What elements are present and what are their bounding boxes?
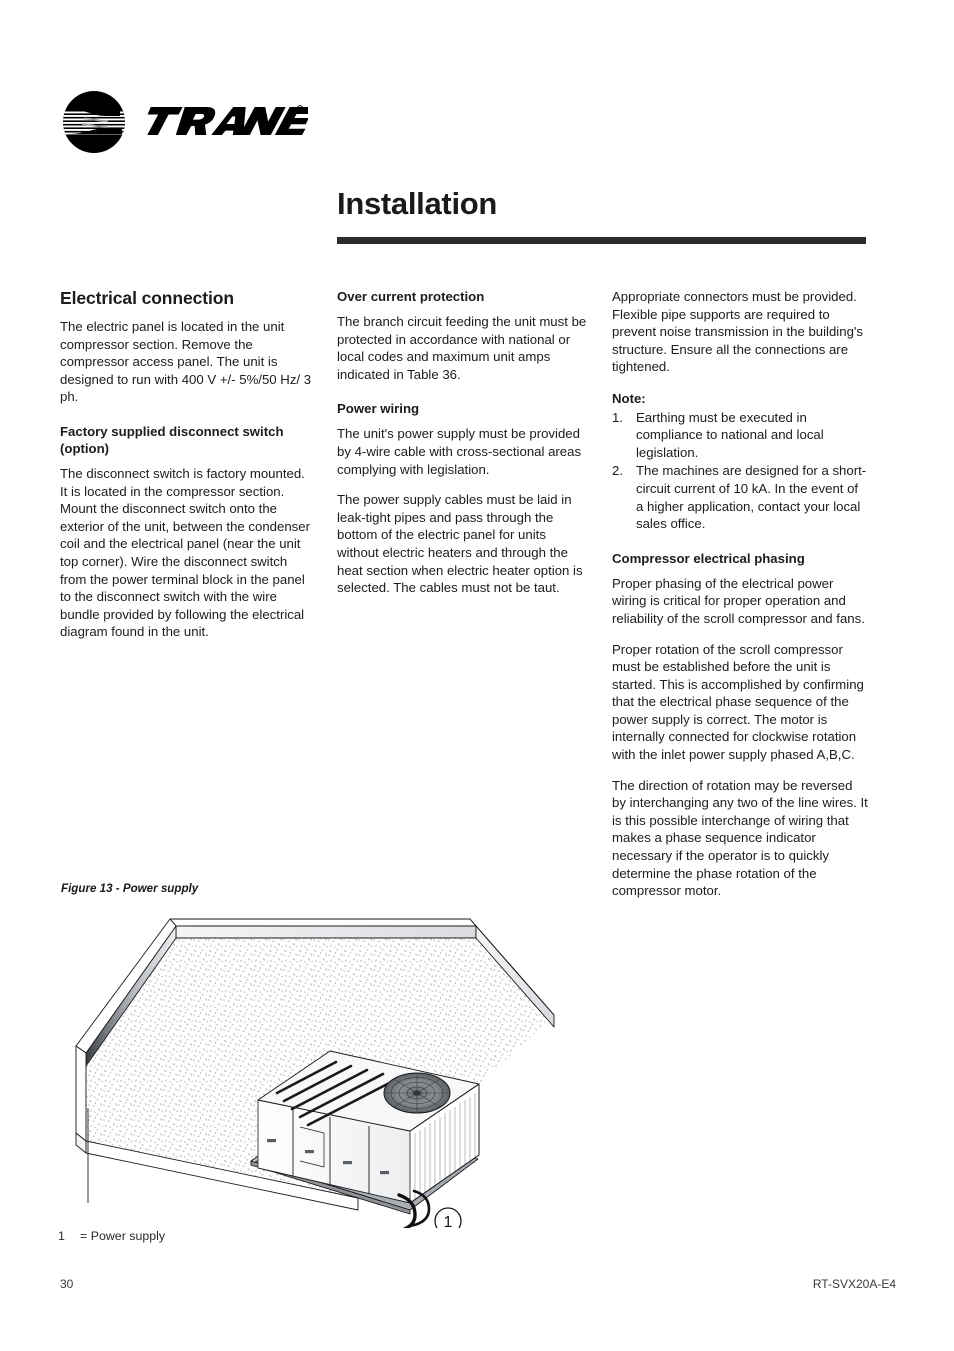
column-right [612,288,868,900]
note-item [612,462,868,532]
legend-text: Power supply [90,1229,166,1243]
paragraph-phasing-3: The direction of rotation may be reversed by interchanging any two of the line wires. It is this possible interchange of wiring that makes a phase sequence indicator necessary if the operator is to quickly determine the phase rotation of the compressor motor. [612,777,868,899]
note-number: 1. [612,409,623,425]
paragraph-disconnect-switch: The disconnect switch is factory mounted. It is located in the compressor section. Mount the disconnect switch onto the exterior of the unit, between the condenser coil and the electrical panel (near the unit top corner). Wire the disconnect switch from the power terminal block in the panel to the disconnect switch with the wire bundle provided by following the electrical diagram found in the unit. [60,465,310,640]
note-list [612,409,868,533]
figure-legend [58,1229,165,1243]
note-text: Earthing must be executed in compliance to national and local legislation. [636,409,824,460]
figure-caption: Figure 13 - Power supply [61,882,199,895]
trane-circle-logo-icon [62,90,126,154]
footer-page-number: 30 [60,1277,74,1291]
note-number: 2. [612,463,623,479]
title-divider [337,237,866,244]
note-text: The machines are designed for a short-circuit current of 10 kA. In the event of a higher application, contact your local sales office. [636,463,867,532]
note-item [612,409,868,462]
disconnect-heading-line2: (option) [60,440,110,456]
paragraph-power-wiring-1: The unit's power supply must be provided by 4-wire cable with cross-sectional areas complying with legislation. [337,426,582,477]
column-middle [337,288,589,597]
paragraph-phasing-2: Proper rotation of the scroll compressor must be established before the unit is started. This is accomplished by confirming that the electrical phase sequence of the power supply is correct. The motor is internally connected for clockwise rotation with the inlet power supply phased A,B,C. [612,641,864,763]
figure-callout-number: 1 [443,1214,453,1228]
subsection-heading-compressor-phasing: Compressor electrical phasing [612,550,805,566]
svg-text:R: R [298,107,302,112]
column-left [60,288,312,641]
section-heading-electrical-connection: Electrical connection [60,288,234,308]
page-title: Installation [337,186,498,221]
paragraph-over-current: The branch circuit feeding the unit must be protected in accordance with national or local codes and maximum unit amps indicated in Table 36. [337,314,587,382]
paragraph-electrical-intro: The electric panel is located in the unit compressor section. Remove the compressor access panel. The unit is designed to run with 400 V +/- 5%/50 Hz/ 3 ph. [60,319,312,405]
paragraph-power-wiring-2: The power supply cables must be laid in leak-tight pipes and pass through the bottom of the electric panel for units without electric heaters and through the heat section when electric heater option is selected. The cables must not be taut. [337,492,583,596]
legend-number: 1 [58,1229,65,1243]
footer-document-code: RT-SVX20A-E4 [812,1277,896,1291]
subsection-heading-disconnect-switch [60,423,312,457]
paragraph-phasing-1: Proper phasing of the electrical power wiring is critical for proper operation and reliability of the scroll compressor and fans. [612,575,865,626]
paragraph-connectors: Appropriate connectors must be provided. Flexible pipe supports are required to prevent noise transmission in the building's structure. Ensure all the connections are tightened. [612,289,864,375]
rooftop-unit-isometric-drawing [58,903,568,1228]
subsection-heading-over-current: Over current protection [337,289,485,304]
legend-separator: = [80,1229,88,1243]
brand-logo [62,90,312,160]
disconnect-heading-line1: Factory supplied disconnect switch [60,423,284,439]
note-label: Note: [612,390,646,406]
trane-wordmark-icon [138,101,308,141]
subsection-heading-power-wiring: Power wiring [337,401,420,417]
